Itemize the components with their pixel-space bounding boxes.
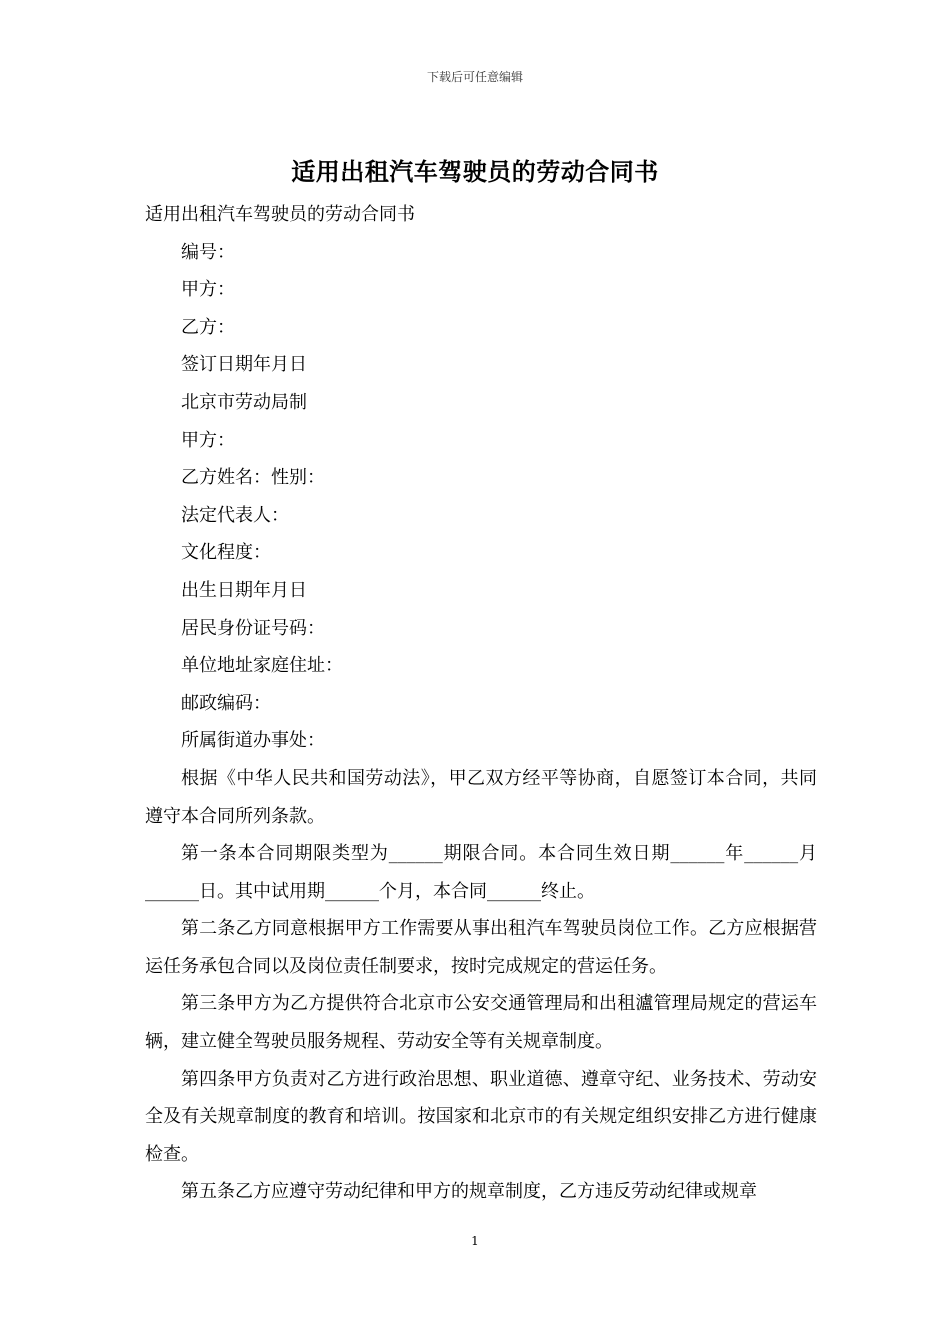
field-issuer: 北京市劳动局制 — [181, 391, 307, 413]
field-education: 文化程度： — [181, 542, 271, 564]
field-contract-number: 编号： — [181, 241, 235, 263]
field-postal-code: 邮政编码： — [181, 692, 271, 714]
paragraph-article-4: 第四条甲方负责对乙方进行政治思想、职业道德、遵章守纪、业务技术、劳动安全及有关规章制度的教育和培训。按国家和北京市的有关规定组织安排乙方进行健康检查。 — [145, 1068, 817, 1165]
paragraph-article-2: 第二条乙方同意根据甲方工作需要从事出租汽车驾驶员岗位工作。乙方应根据营运任务承包合同以及岗位责任制要求，按时完成规定的营运任务。 — [145, 918, 817, 977]
field-street-office: 所属街道办事处： — [181, 730, 325, 752]
page-header-note: 下载后可任意编辑 — [426, 70, 523, 84]
paragraph-article-1: 第一条本合同期限类型为______期限合同。本合同生效日期______年______月______日。其中试用期______个月，本合同______终止。 — [145, 843, 817, 902]
field-party-b-name-gender: 乙方姓名：性别： — [181, 467, 325, 489]
field-party-a: 甲方： — [181, 279, 235, 301]
field-legal-representative: 法定代表人： — [181, 504, 289, 526]
page-number: 1 — [471, 1234, 479, 1248]
field-addresses: 单位地址家庭住址： — [181, 655, 343, 677]
paragraph-subtitle: 适用出租汽车驾驶员的劳动合同书 — [145, 204, 415, 225]
paragraph-article-3: 第三条甲方为乙方提供符合北京市公安交通管理局和出租瀘管理局规定的营运车辆，建立健全驾驶员服务规程、劳动安全等有关规章制度。 — [145, 993, 817, 1053]
field-party-a-detail: 甲方： — [181, 429, 235, 451]
field-party-b: 乙方： — [181, 316, 235, 338]
document-body — [145, 196, 817, 1211]
field-signing-date: 签订日期年月日 — [181, 354, 307, 376]
paragraph-article-5: 第五条乙方应遵守劳动纪律和甲方的规章制度，乙方违反劳动纪律或规章 — [181, 1181, 757, 1203]
document-title: 适用出租汽车驾驶员的劳动合同书 — [291, 157, 659, 186]
field-id-number: 居民身份证号码： — [181, 617, 325, 639]
paragraph-preamble: 根据《中华人民共和国劳动法》，甲乙双方经平等协商，自愿签订本合同，共同遵守本合同所列条款。 — [145, 767, 817, 827]
field-birth-date: 出生日期年月日 — [181, 579, 307, 601]
